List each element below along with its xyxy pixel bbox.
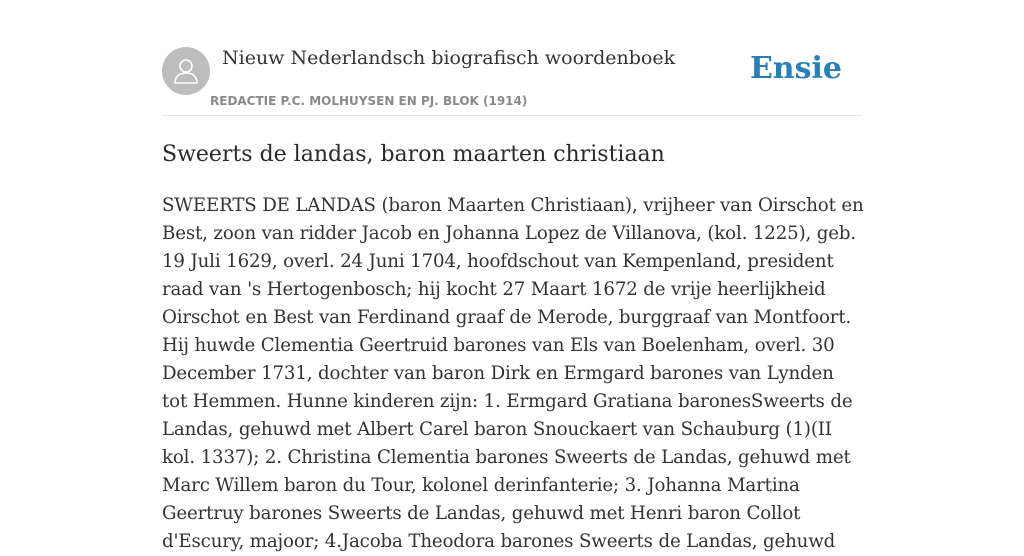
- user-avatar-icon: [173, 57, 199, 85]
- article-page: [162, 0, 864, 552]
- entry-title: Sweerts de landas, baron maarten christiaan: [162, 142, 665, 167]
- source-editors: REDACTIE P.C. MOLHUYSEN EN PJ. BLOK (1914): [210, 94, 528, 108]
- header-divider: [162, 115, 862, 116]
- author-avatar[interactable]: [162, 47, 210, 95]
- source-book-title[interactable]: Nieuw Nederlandsch biografisch woordenboek: [222, 47, 676, 69]
- entry-body-text: SWEERTS DE LANDAS (baron Maarten Christiaan), vrijheer van Oirschot en Best, zoon van ridder Jacob en Johanna Lopez de Villanova, (kol. 1225), geb. 19 Juli 1629, overl. 24 Juni 1704, hoofdschout van Kempenland, president raad van 's Hertogenbosch; hij kocht 27 Maart 1672 de vrije heerlijkheid Oirschot en Best van Ferdinand graaf de Merode, burggraaf van Montfoort. Hij huwde Clementia Geertruid barones van Els van Boelenham, overl. 30 December 1731, dochter van baron Dirk en Ermgard barones van Lynden tot Hemmen. Hunne kinderen zijn: 1. Ermgard Gratiana baronesSweerts de Landas, gehuwd met Albert Carel baron Snouckaert van Schauburg (1)(II kol. 1337); 2. Christina Clementia barones Sweerts de Landas, gehuwd met Marc Willem baron du Tour, kolonel derinfanterie; 3. Johanna Martina Geertruy barones Sweerts de Landas, gehuwd met Henri baron Collot d'Escury, majoor; 4.Jacoba Theodora barones Sweerts de Landas, gehuwd: [162, 195, 864, 552]
- ensie-logo[interactable]: Ensie: [749, 51, 842, 86]
